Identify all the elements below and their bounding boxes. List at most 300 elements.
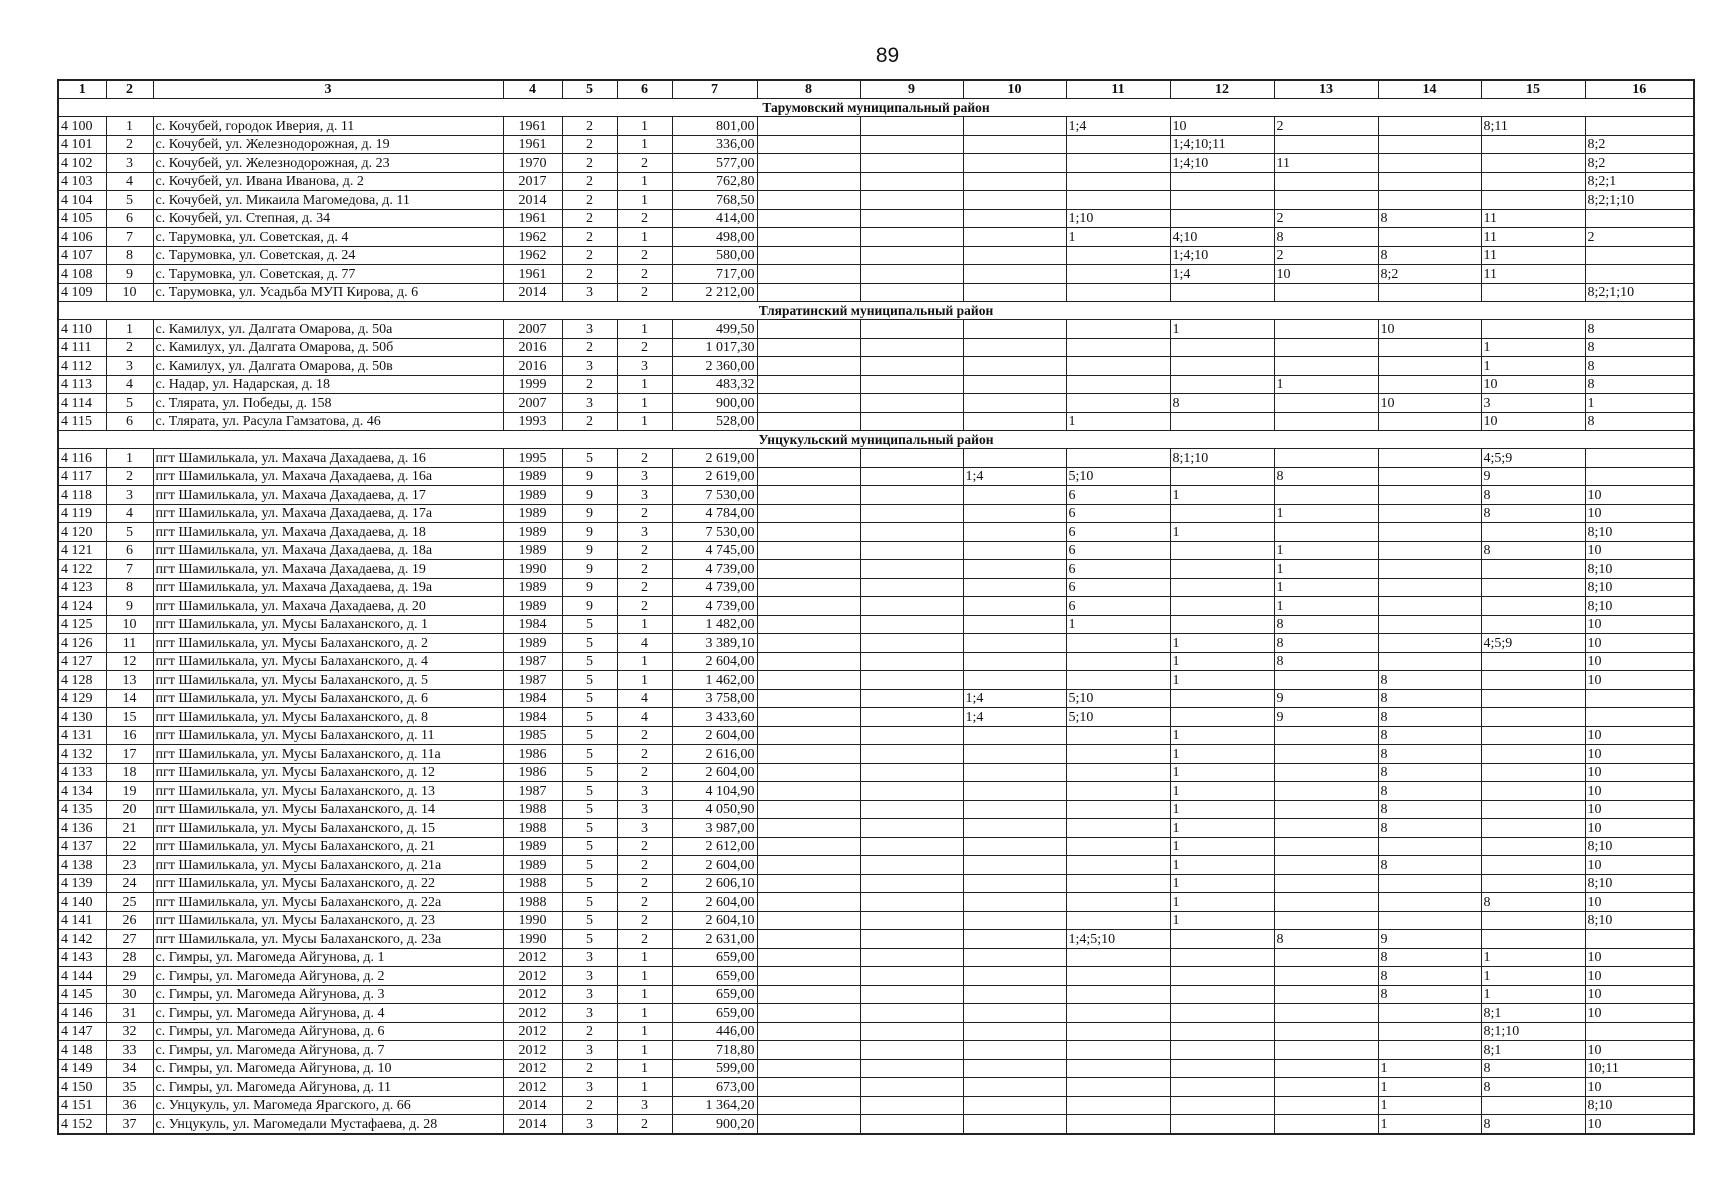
column-10-cell [963, 745, 1066, 764]
year-built-cell: 1961 [503, 265, 562, 284]
column-11-cell: 6 [1066, 578, 1170, 597]
area-cell: 528,00 [672, 412, 757, 431]
year-built-cell: 2016 [503, 338, 562, 357]
entrances-cell: 4 [617, 634, 672, 653]
entrances-cell: 2 [617, 154, 672, 173]
column-8-cell [757, 837, 860, 856]
column-8-cell [757, 394, 860, 413]
column-8-cell [757, 338, 860, 357]
table-row [58, 320, 1694, 339]
column-9-cell [860, 578, 963, 597]
address-cell: пгт Шамилькала, ул. Мусы Балаханского, д. 11 [153, 726, 503, 745]
address-cell: пгт Шамилькала, ул. Мусы Балаханского, д. 13 [153, 782, 503, 801]
column-8-cell [757, 357, 860, 376]
table-row [58, 689, 1694, 708]
column-16-cell: 8;10 [1585, 874, 1694, 893]
year-built-cell: 1989 [503, 504, 562, 523]
floors-cell: 2 [562, 154, 617, 173]
column-11-cell [1066, 172, 1170, 191]
column-14-cell [1378, 1022, 1481, 1041]
table-row [58, 357, 1694, 376]
column-16-cell [1585, 117, 1694, 136]
column-9-cell [860, 967, 963, 986]
ordinal-number-cell: 6 [106, 541, 153, 560]
area-cell: 7 530,00 [672, 523, 757, 542]
column-10-cell [963, 893, 1066, 912]
registry-number-cell: 4 145 [58, 985, 106, 1004]
column-16-cell [1585, 930, 1694, 949]
address-cell: с. Гимры, ул. Магомеда Айгунова, д. 2 [153, 967, 503, 986]
registry-number-cell: 4 149 [58, 1059, 106, 1078]
column-number-header: 16 [1585, 80, 1694, 99]
column-14-cell: 8 [1378, 985, 1481, 1004]
column-11-cell [1066, 893, 1170, 912]
column-12-cell: 1 [1170, 486, 1274, 505]
column-9-cell [860, 800, 963, 819]
year-built-cell: 1961 [503, 209, 562, 228]
floors-cell: 2 [562, 135, 617, 154]
column-8-cell [757, 615, 860, 634]
column-13-cell [1274, 948, 1378, 967]
address-cell: пгт Шамилькала, ул. Махача Дахадаева, д. 18а [153, 541, 503, 560]
entrances-cell: 2 [617, 265, 672, 284]
year-built-cell: 1961 [503, 135, 562, 154]
year-built-cell: 1989 [503, 597, 562, 616]
ordinal-number-cell: 17 [106, 745, 153, 764]
column-16-cell: 8;2 [1585, 135, 1694, 154]
year-built-cell: 1987 [503, 782, 562, 801]
column-11-cell [1066, 726, 1170, 745]
year-built-cell: 1999 [503, 375, 562, 394]
column-10-cell [963, 578, 1066, 597]
entrances-cell: 1 [617, 1041, 672, 1060]
year-built-cell: 2014 [503, 1115, 562, 1134]
table-row [58, 246, 1694, 265]
registry-number-cell: 4 136 [58, 819, 106, 838]
column-8-cell [757, 800, 860, 819]
year-built-cell: 1993 [503, 412, 562, 431]
address-cell: с. Гимры, ул. Магомеда Айгунова, д. 10 [153, 1059, 503, 1078]
column-9-cell [860, 615, 963, 634]
ordinal-number-cell: 8 [106, 246, 153, 265]
column-13-cell [1274, 135, 1378, 154]
area-cell: 717,00 [672, 265, 757, 284]
table-row [58, 449, 1694, 468]
column-14-cell [1378, 597, 1481, 616]
column-9-cell [860, 708, 963, 727]
year-built-cell: 2012 [503, 1022, 562, 1041]
column-14-cell [1378, 893, 1481, 912]
floors-cell: 9 [562, 541, 617, 560]
table-row [58, 800, 1694, 819]
column-14-cell [1378, 615, 1481, 634]
area-cell: 659,00 [672, 985, 757, 1004]
address-cell: пгт Шамилькала, ул. Мусы Балаханского, д. 11а [153, 745, 503, 764]
column-10-cell [963, 191, 1066, 210]
column-9-cell [860, 504, 963, 523]
column-14-cell [1378, 523, 1481, 542]
column-13-cell [1274, 782, 1378, 801]
year-built-cell: 1989 [503, 578, 562, 597]
floors-cell: 3 [562, 1041, 617, 1060]
entrances-cell: 1 [617, 228, 672, 247]
column-11-cell [1066, 634, 1170, 653]
column-14-cell [1378, 154, 1481, 173]
floors-cell: 3 [562, 948, 617, 967]
column-12-cell [1170, 948, 1274, 967]
column-10-cell [963, 1078, 1066, 1097]
column-13-cell [1274, 745, 1378, 764]
column-15-cell [1481, 708, 1585, 727]
column-12-cell [1170, 1004, 1274, 1023]
registry-number-cell: 4 143 [58, 948, 106, 967]
registry-number-cell: 4 104 [58, 191, 106, 210]
entrances-cell: 1 [617, 967, 672, 986]
column-13-cell [1274, 911, 1378, 930]
entrances-cell: 3 [617, 523, 672, 542]
column-12-cell: 1 [1170, 837, 1274, 856]
table-row [58, 985, 1694, 1004]
column-12-cell: 4;10 [1170, 228, 1274, 247]
column-15-cell: 11 [1481, 228, 1585, 247]
ordinal-number-cell: 1 [106, 320, 153, 339]
registry-number-cell: 4 133 [58, 763, 106, 782]
column-16-cell [1585, 708, 1694, 727]
column-14-cell: 1 [1378, 1096, 1481, 1115]
column-14-cell: 1 [1378, 1078, 1481, 1097]
column-13-cell [1274, 1041, 1378, 1060]
entrances-cell: 2 [617, 763, 672, 782]
column-13-cell: 1 [1274, 375, 1378, 394]
registry-number-cell: 4 114 [58, 394, 106, 413]
column-8-cell [757, 283, 860, 302]
column-14-cell: 8 [1378, 246, 1481, 265]
column-10-cell [963, 338, 1066, 357]
column-16-cell: 8;10 [1585, 597, 1694, 616]
table-row [58, 967, 1694, 986]
floors-cell: 5 [562, 708, 617, 727]
column-13-cell: 1 [1274, 541, 1378, 560]
column-15-cell [1481, 856, 1585, 875]
registry-number-cell: 4 101 [58, 135, 106, 154]
floors-cell: 5 [562, 449, 617, 468]
area-cell: 336,00 [672, 135, 757, 154]
entrances-cell: 1 [617, 375, 672, 394]
column-12-cell: 1 [1170, 819, 1274, 838]
column-13-cell: 2 [1274, 117, 1378, 136]
entrances-cell: 1 [617, 1022, 672, 1041]
column-16-cell: 8 [1585, 338, 1694, 357]
column-15-cell: 4;5;9 [1481, 634, 1585, 653]
address-cell: с. Гимры, ул. Магомеда Айгунова, д. 7 [153, 1041, 503, 1060]
ordinal-number-cell: 9 [106, 265, 153, 284]
table-row [58, 154, 1694, 173]
table-row [58, 911, 1694, 930]
area-cell: 2 604,00 [672, 856, 757, 875]
column-12-cell [1170, 209, 1274, 228]
column-9-cell [860, 209, 963, 228]
year-built-cell: 2007 [503, 320, 562, 339]
column-15-cell [1481, 172, 1585, 191]
entrances-cell: 1 [617, 191, 672, 210]
column-9-cell [860, 1115, 963, 1134]
column-13-cell: 9 [1274, 708, 1378, 727]
table-row [58, 874, 1694, 893]
column-8-cell [757, 135, 860, 154]
registry-number-cell: 4 122 [58, 560, 106, 579]
column-13-cell [1274, 837, 1378, 856]
year-built-cell: 1989 [503, 467, 562, 486]
column-16-cell: 10 [1585, 1078, 1694, 1097]
column-14-cell [1378, 375, 1481, 394]
entrances-cell: 2 [617, 745, 672, 764]
column-8-cell [757, 578, 860, 597]
address-cell: с. Гимры, ул. Магомеда Айгунова, д. 11 [153, 1078, 503, 1097]
column-14-cell: 1 [1378, 1059, 1481, 1078]
address-cell: пгт Шамилькала, ул. Мусы Балаханского, д. 23а [153, 930, 503, 949]
column-12-cell [1170, 708, 1274, 727]
column-12-cell [1170, 967, 1274, 986]
column-13-cell [1274, 856, 1378, 875]
area-cell: 4 739,00 [672, 560, 757, 579]
address-cell: пгт Шамилькала, ул. Мусы Балаханского, д. 6 [153, 689, 503, 708]
floors-cell: 9 [562, 578, 617, 597]
area-cell: 414,00 [672, 209, 757, 228]
ordinal-number-cell: 37 [106, 1115, 153, 1134]
area-cell: 4 050,90 [672, 800, 757, 819]
column-15-cell [1481, 689, 1585, 708]
registry-number-cell: 4 131 [58, 726, 106, 745]
floors-cell: 2 [562, 338, 617, 357]
column-11-cell [1066, 375, 1170, 394]
column-9-cell [860, 135, 963, 154]
area-cell: 499,50 [672, 320, 757, 339]
address-cell: пгт Шамилькала, ул. Мусы Балаханского, д. 22а [153, 893, 503, 912]
column-16-cell: 2 [1585, 228, 1694, 247]
table-row [58, 523, 1694, 542]
year-built-cell: 2014 [503, 283, 562, 302]
address-cell: с. Кочубей, ул. Ивана Иванова, д. 2 [153, 172, 503, 191]
year-built-cell: 2014 [503, 1096, 562, 1115]
floors-cell: 2 [562, 117, 617, 136]
column-8-cell [757, 412, 860, 431]
address-cell: с. Тлярата, ул. Победы, д. 158 [153, 394, 503, 413]
column-12-cell: 1 [1170, 763, 1274, 782]
table-row [58, 948, 1694, 967]
table-row [58, 375, 1694, 394]
registry-number-cell: 4 111 [58, 338, 106, 357]
area-cell: 1 462,00 [672, 671, 757, 690]
district-name: Унцукульский муниципальный район [58, 431, 1694, 449]
column-11-cell [1066, 837, 1170, 856]
column-16-cell: 8;10 [1585, 560, 1694, 579]
column-13-cell: 10 [1274, 265, 1378, 284]
column-14-cell: 10 [1378, 394, 1481, 413]
address-cell: пгт Шамилькала, ул. Мусы Балаханского, д. 22 [153, 874, 503, 893]
column-16-cell: 8 [1585, 412, 1694, 431]
registry-number-cell: 4 123 [58, 578, 106, 597]
column-14-cell: 8 [1378, 782, 1481, 801]
year-built-cell: 1989 [503, 486, 562, 505]
column-10-cell [963, 763, 1066, 782]
area-cell: 446,00 [672, 1022, 757, 1041]
column-10-cell [963, 412, 1066, 431]
column-10-cell [963, 1115, 1066, 1134]
ordinal-number-cell: 30 [106, 985, 153, 1004]
column-10-cell [963, 504, 1066, 523]
column-16-cell: 1 [1585, 394, 1694, 413]
column-15-cell: 8 [1481, 1059, 1585, 1078]
column-8-cell [757, 486, 860, 505]
column-11-cell [1066, 874, 1170, 893]
floors-cell: 2 [562, 412, 617, 431]
column-14-cell: 10 [1378, 320, 1481, 339]
column-10-cell [963, 800, 1066, 819]
area-cell: 4 784,00 [672, 504, 757, 523]
column-13-cell [1274, 1004, 1378, 1023]
table-row [58, 135, 1694, 154]
housing-table [57, 79, 1695, 1135]
year-built-cell: 2016 [503, 357, 562, 376]
year-built-cell: 1989 [503, 856, 562, 875]
address-cell: пгт Шамилькала, ул. Мусы Балаханского, д. 21а [153, 856, 503, 875]
column-16-cell: 10 [1585, 1041, 1694, 1060]
column-10-cell [963, 172, 1066, 191]
column-12-cell [1170, 597, 1274, 616]
column-10-cell [963, 246, 1066, 265]
table-row [58, 930, 1694, 949]
column-16-cell: 10 [1585, 745, 1694, 764]
area-cell: 2 212,00 [672, 283, 757, 302]
registry-number-cell: 4 118 [58, 486, 106, 505]
column-16-cell: 10 [1585, 504, 1694, 523]
entrances-cell: 2 [617, 338, 672, 357]
year-built-cell: 1970 [503, 154, 562, 173]
column-9-cell [860, 283, 963, 302]
column-13-cell: 8 [1274, 930, 1378, 949]
column-10-cell [963, 117, 1066, 136]
entrances-cell: 1 [617, 135, 672, 154]
registry-number-cell: 4 128 [58, 671, 106, 690]
area-cell: 659,00 [672, 948, 757, 967]
column-9-cell [860, 745, 963, 764]
column-number-header: 9 [860, 80, 963, 99]
table-row [58, 283, 1694, 302]
column-9-cell [860, 246, 963, 265]
column-9-cell [860, 652, 963, 671]
table-row [58, 578, 1694, 597]
registry-number-cell: 4 102 [58, 154, 106, 173]
column-15-cell [1481, 135, 1585, 154]
column-9-cell [860, 597, 963, 616]
column-16-cell: 8;10 [1585, 1096, 1694, 1115]
column-9-cell [860, 117, 963, 136]
table-row [58, 172, 1694, 191]
ordinal-number-cell: 10 [106, 283, 153, 302]
column-14-cell: 8 [1378, 856, 1481, 875]
column-14-cell [1378, 117, 1481, 136]
year-built-cell: 1988 [503, 800, 562, 819]
column-11-cell [1066, 856, 1170, 875]
column-9-cell [860, 689, 963, 708]
column-12-cell [1170, 1022, 1274, 1041]
address-cell: с. Кочубей, ул. Железнодорожная, д. 23 [153, 154, 503, 173]
column-11-cell: 5;10 [1066, 708, 1170, 727]
column-12-cell: 1 [1170, 726, 1274, 745]
entrances-cell: 2 [617, 449, 672, 468]
table-row [58, 560, 1694, 579]
entrances-cell: 3 [617, 782, 672, 801]
page-number: 89 [875, 44, 900, 67]
column-14-cell: 8 [1378, 726, 1481, 745]
column-13-cell: 2 [1274, 209, 1378, 228]
column-16-cell: 8;2 [1585, 154, 1694, 173]
column-12-cell: 1;4 [1170, 265, 1274, 284]
address-cell: с. Камилух, ул. Далгата Омарова, д. 50а [153, 320, 503, 339]
column-8-cell [757, 708, 860, 727]
column-15-cell: 10 [1481, 412, 1585, 431]
column-13-cell [1274, 874, 1378, 893]
column-14-cell: 8 [1378, 745, 1481, 764]
registry-number-cell: 4 150 [58, 1078, 106, 1097]
column-9-cell [860, 560, 963, 579]
table-row [58, 1059, 1694, 1078]
floors-cell: 5 [562, 911, 617, 930]
address-cell: с. Надар, ул. Надарская, д. 18 [153, 375, 503, 394]
area-cell: 3 433,60 [672, 708, 757, 727]
registry-number-cell: 4 119 [58, 504, 106, 523]
table-row [58, 856, 1694, 875]
column-10-cell [963, 1041, 1066, 1060]
column-14-cell: 8 [1378, 967, 1481, 986]
column-13-cell [1274, 819, 1378, 838]
address-cell: пгт Шамилькала, ул. Мусы Балаханского, д. 21 [153, 837, 503, 856]
column-14-cell [1378, 283, 1481, 302]
ordinal-number-cell: 19 [106, 782, 153, 801]
address-cell: пгт Шамилькала, ул. Мусы Балаханского, д. 15 [153, 819, 503, 838]
column-16-cell: 8;2;1;10 [1585, 191, 1694, 210]
column-14-cell [1378, 228, 1481, 247]
column-15-cell [1481, 874, 1585, 893]
column-12-cell [1170, 560, 1274, 579]
registry-number-cell: 4 116 [58, 449, 106, 468]
column-14-cell [1378, 1004, 1481, 1023]
column-16-cell: 8 [1585, 357, 1694, 376]
column-12-cell: 1 [1170, 671, 1274, 690]
address-cell: пгт Шамилькала, ул. Мусы Балаханского, д. 5 [153, 671, 503, 690]
column-12-cell [1170, 541, 1274, 560]
ordinal-number-cell: 11 [106, 634, 153, 653]
address-cell: с. Тарумовка, ул. Советская, д. 4 [153, 228, 503, 247]
floors-cell: 3 [562, 320, 617, 339]
column-14-cell [1378, 578, 1481, 597]
year-built-cell: 2012 [503, 1059, 562, 1078]
column-15-cell: 8 [1481, 541, 1585, 560]
column-9-cell [860, 893, 963, 912]
column-12-cell: 1 [1170, 320, 1274, 339]
area-cell: 3 758,00 [672, 689, 757, 708]
column-8-cell [757, 246, 860, 265]
table-row [58, 1041, 1694, 1060]
floors-cell: 2 [562, 375, 617, 394]
column-15-cell: 11 [1481, 265, 1585, 284]
ordinal-number-cell: 18 [106, 763, 153, 782]
column-10-cell: 1;4 [963, 467, 1066, 486]
column-12-cell [1170, 615, 1274, 634]
column-13-cell [1274, 338, 1378, 357]
registry-number-cell: 4 115 [58, 412, 106, 431]
column-11-cell [1066, 154, 1170, 173]
